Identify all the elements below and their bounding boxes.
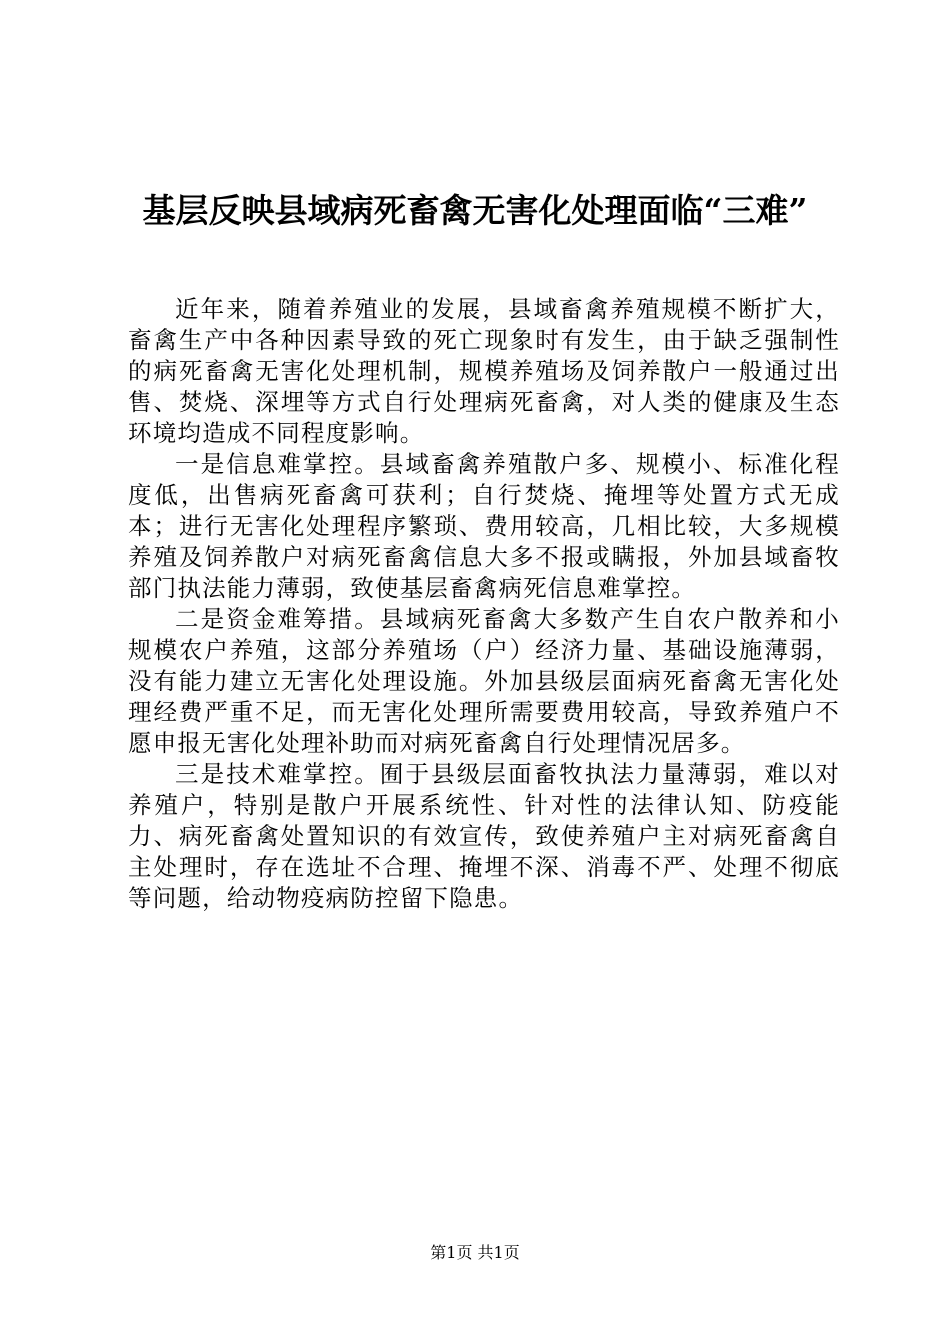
paragraph-information: 一是信息难掌控。县域畜禽养殖散户多、规模小、标准化程度低，出售病死畜禽可获利；自行焚烧、掩埋等处置方式无成本；进行无害化处理程序繁琐、费用较高，几相比较，大多规模养殖及饲养散户对病死畜禽信息大多不报或瞒报，外加县域畜牧部门执法能力薄弱，致使基层畜禽病死信息难掌控。 bbox=[128, 450, 840, 602]
paragraph-intro: 近年来，随着养殖业的发展，县域畜禽养殖规模不断扩大，畜禽生产中各种因素导致的死亡现象时有发生，由于缺乏强制性的病死畜禽无害化处理机制，规模养殖场及饲养散户一般通过出售、焚烧、深埋等方式自行处理病死畜禽，对人类的健康及生态环境均造成不同程度影响。 bbox=[128, 295, 840, 447]
paragraph-technology: 三是技术难掌控。囿于县级层面畜牧执法力量薄弱，难以对养殖户，特别是散户开展系统性、针对性的法律认知、防疫能力、病死畜禽处置知识的有效宣传，致使养殖户主对病死畜禽自主处理时，存在选址不合理、掩埋不深、消毒不严、处理不彻底等问题，给动物疫病防控留下隐患。 bbox=[128, 760, 840, 912]
document-title: 基层反映县域病死畜禽无害化处理面临“三难” bbox=[142, 191, 808, 230]
page-footer: 第1页 共1页 bbox=[430, 1243, 520, 1262]
document-body bbox=[128, 294, 840, 914]
paragraph-funding: 二是资金难筹措。县域病死畜禽大多数产生自农户散养和小规模农户养殖，这部分养殖场（户）经济力量、基础设施薄弱，没有能力建立无害化处理设施。外加县级层面病死畜禽无害化处理经费严重不足，而无害化处理所需要费用较高，导致养殖户不愿申报无害化处理补助而对病死畜禽自行处理情况居多。 bbox=[128, 605, 840, 757]
